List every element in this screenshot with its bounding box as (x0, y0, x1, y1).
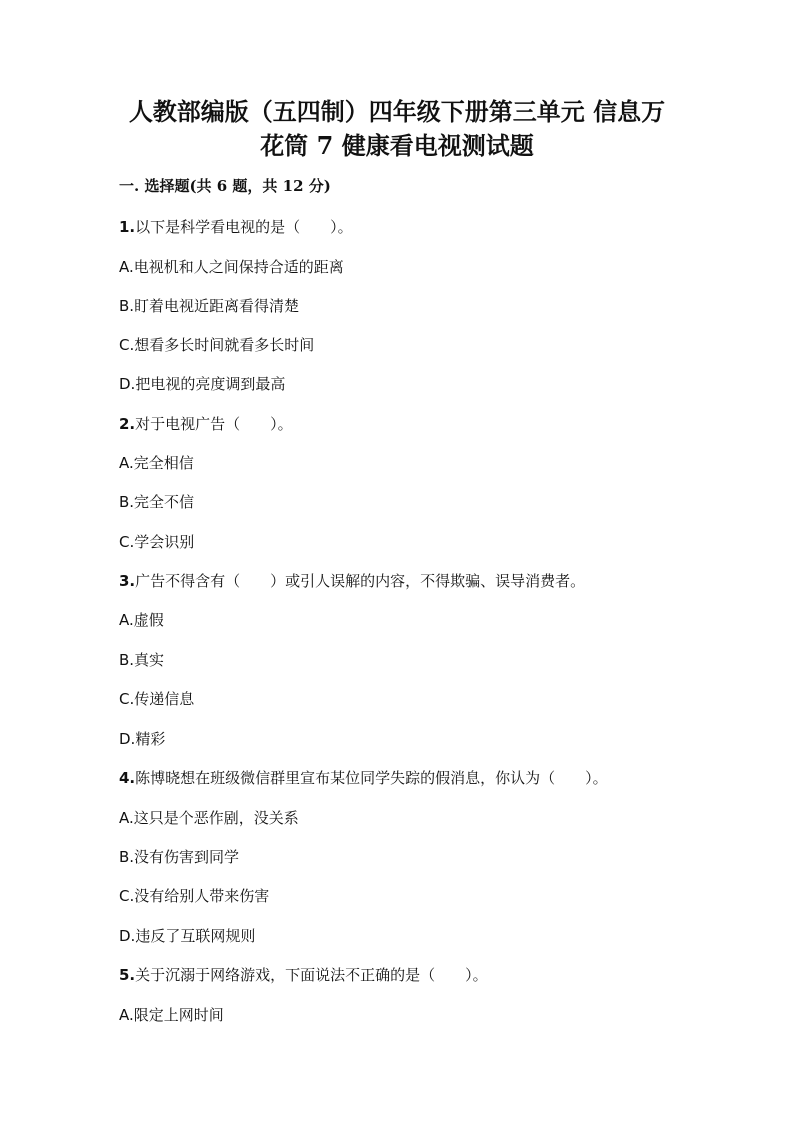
question-2-option-c: C.学会识别 (119, 533, 195, 551)
question-2 (119, 414, 293, 434)
question-number: 5. (119, 966, 136, 984)
question-3-option-a: A.虚假 (119, 611, 164, 629)
question-4-option-b: B.没有伤害到同学 (119, 848, 240, 866)
question-text: 陈博晓想在班级微信群里宣布某位同学失踪的假消息，你认为（ ）。 (135, 769, 608, 787)
question-number: 4. (119, 769, 136, 787)
question-4 (119, 768, 608, 788)
section-heading: 一. 选择题(共 6 题，共 12 分) (119, 177, 331, 195)
question-1-option-d: D.把电视的亮度调到最高 (119, 375, 286, 393)
question-3 (119, 571, 585, 591)
question-text: 以下是科学看电视的是（ ）。 (135, 218, 353, 236)
question-5 (119, 965, 488, 985)
question-2-option-b: B.完全不信 (119, 493, 195, 511)
question-4-option-a: A.这只是个恶作剧，没关系 (119, 809, 299, 827)
question-number: 3. (119, 572, 136, 590)
question-2-option-a: A.完全相信 (119, 454, 194, 472)
question-1-option-b: B.盯着电视近距离看得清楚 (119, 297, 300, 315)
question-1-option-c: C.想看多长时间就看多长时间 (119, 336, 315, 354)
question-text: 广告不得含有（ ）或引人误解的内容，不得欺骗、误导消费者。 (135, 572, 586, 590)
question-5-option-a: A.限定上网时间 (119, 1006, 224, 1024)
question-4-option-c: C.没有给别人带来伤害 (119, 887, 270, 905)
question-1 (119, 217, 353, 237)
question-4-option-d: D.违反了互联网规则 (119, 927, 256, 945)
question-3-option-b: B.真实 (119, 651, 165, 669)
question-text: 关于沉溺于网络游戏，下面说法不正确的是（ ）。 (135, 966, 488, 984)
document-title-line2: 花筒 7 健康看电视测试题 (260, 131, 534, 160)
question-text: 对于电视广告（ ）。 (135, 415, 293, 433)
question-3-option-c: C.传递信息 (119, 690, 195, 708)
question-number: 2. (119, 415, 136, 433)
question-number: 1. (119, 218, 136, 236)
question-3-option-d: D.精彩 (119, 730, 166, 748)
document-title-line1: 人教部编版（五四制）四年级下册第三单元 信息万 (128, 97, 666, 126)
question-1-option-a: A.电视机和人之间保持合适的距离 (119, 258, 344, 276)
